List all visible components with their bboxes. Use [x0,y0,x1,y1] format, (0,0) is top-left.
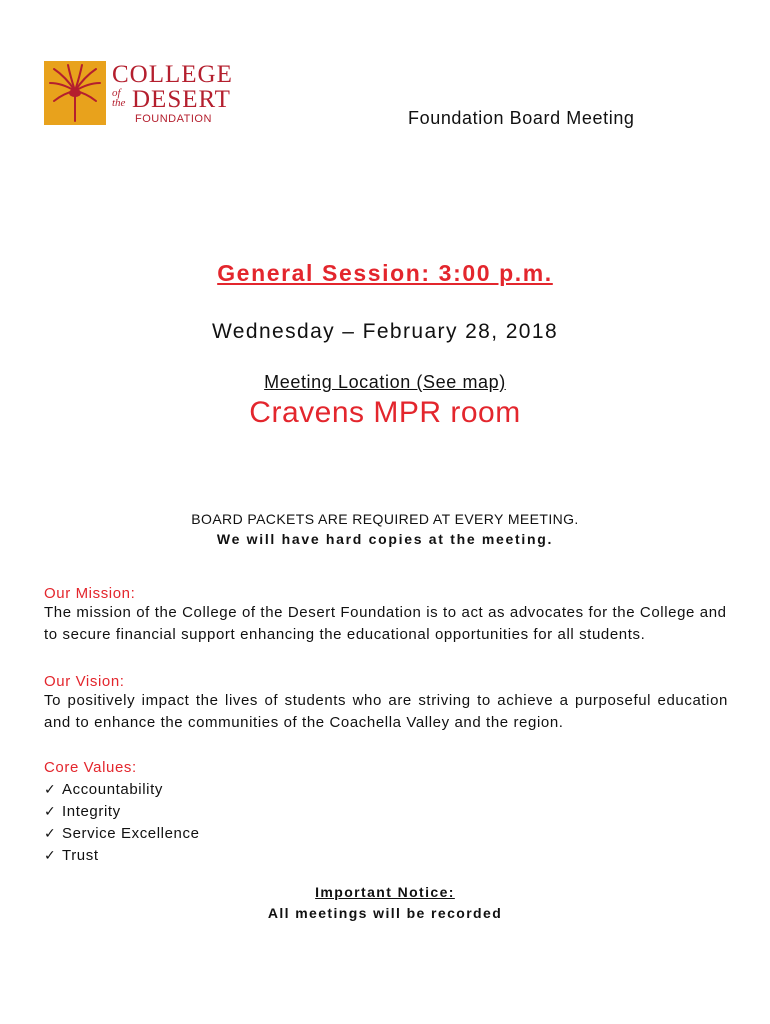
recording-notice: All meetings will be recorded [267,905,503,921]
important-notice-heading: Important Notice: [315,884,455,900]
core-values-list [44,778,200,866]
document-title: Foundation Board Meeting [408,108,635,128]
core-value-label: Integrity [62,803,121,820]
checkmark-icon: ✓ [44,781,57,797]
logo-foundation: FOUNDATION [135,113,212,125]
board-packets-notice: BOARD PACKETS ARE REQUIRED AT EVERY MEETING. [191,511,579,527]
mission-text: The mission of the College of the Desert Foundation is to act as advocates for the College and to secure financial support enhancing the educational opportunities for all students. [44,604,727,643]
logo-desert: DESERT [132,86,231,113]
foundation-logo [44,61,259,127]
meeting-room: Cravens MPR room [249,396,521,429]
checkmark-icon: ✓ [44,847,57,863]
vision-heading: Our Vision: [44,673,125,690]
palm-tree-icon [44,61,106,125]
core-value-label: Trust [62,847,99,864]
session-heading: General Session: 3:00 p.m. [217,260,553,286]
checkmark-icon: ✓ [44,803,57,819]
core-values-heading: Core Values: [44,759,137,776]
list-item [44,822,200,844]
vision-text: To positively impact the lives of students who are striving to achieve a purposeful education and to enhance the communities of the Coachella Valley and the region. [44,692,728,731]
hard-copies-notice: We will have hard copies at the meeting. [216,531,554,547]
logo-the: the [112,97,126,109]
meeting-location-link[interactable]: Meeting Location (See map) [264,372,506,392]
list-item [44,800,200,822]
list-item [44,844,200,866]
meeting-date: Wednesday – February 28, 2018 [211,320,559,343]
core-value-label: Service Excellence [62,825,200,842]
mission-heading: Our Mission: [44,585,136,602]
checkmark-icon: ✓ [44,825,57,841]
logo-college: COLLEGE [112,61,233,88]
core-value-label: Accountability [62,781,163,798]
list-item [44,778,200,800]
logo-of: of [112,87,121,99]
